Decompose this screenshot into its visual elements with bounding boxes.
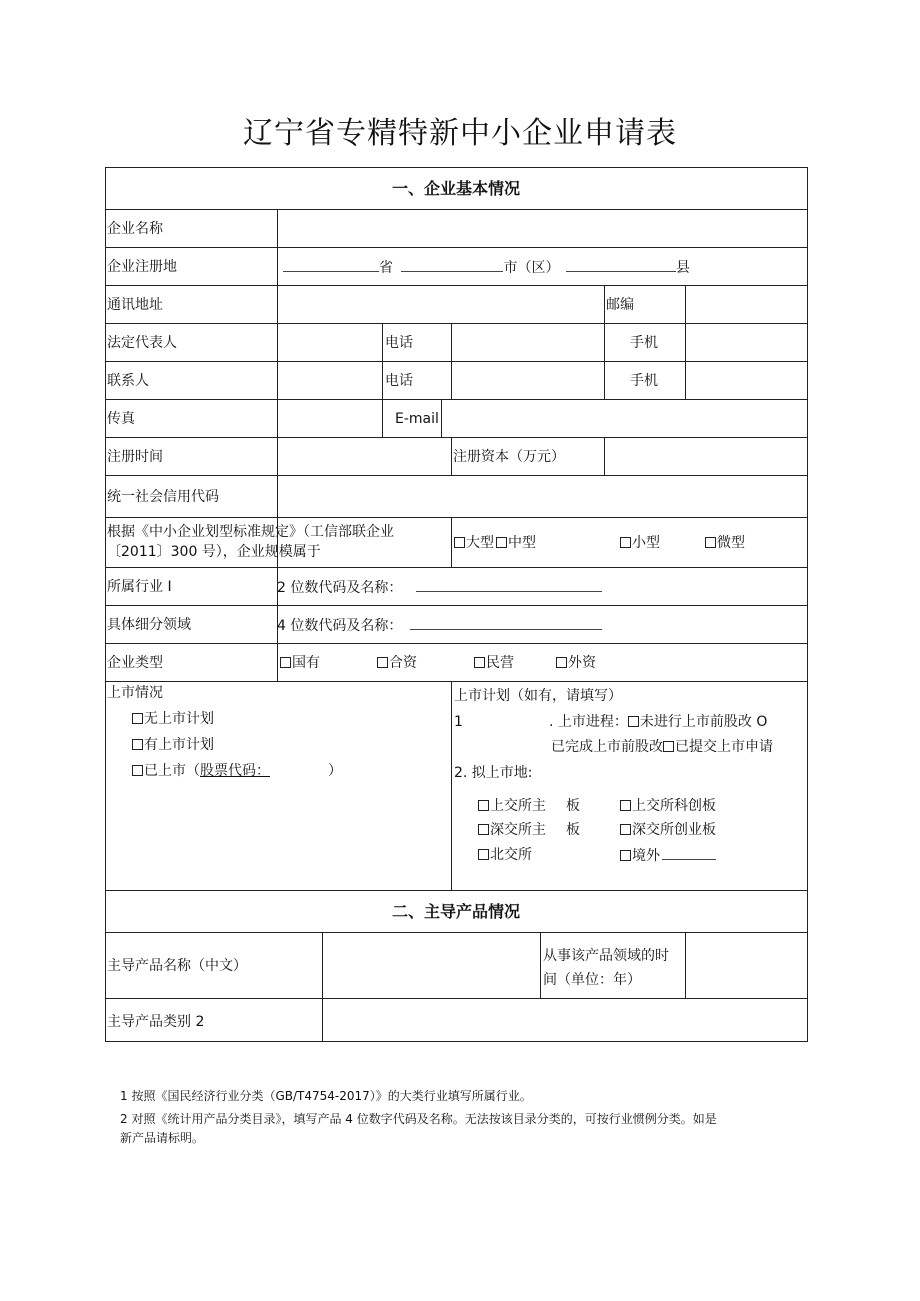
legal-rep-field[interactable] [280, 325, 380, 360]
stock-code-label: 股票代码： [200, 763, 270, 779]
exchange-sse-main[interactable]: 上交所主 板 [478, 796, 580, 816]
label-contact-mobile: 手机 [630, 373, 658, 389]
label-legal-rep-mobile: 手机 [630, 335, 658, 351]
footnote-2: 2 对照《统计用产品分类目录》，填写产品 4 位数字代码及名称。无法按该目录分类的，可按行业惯例分类。如是 [120, 1112, 717, 1126]
table-line [105, 475, 808, 476]
table-line [105, 567, 808, 568]
checkbox-icon[interactable] [478, 849, 489, 860]
listing-plan-option[interactable]: 有上市计划 [132, 735, 214, 755]
product-name-field[interactable] [325, 934, 538, 996]
label-scale [107, 522, 447, 562]
label-product-category: 主导产品类别 2 [107, 1014, 205, 1030]
legal-rep-mobile-field[interactable] [688, 325, 806, 360]
plan-item-1-cont: 已完成上市前股改 已提交上市申请 [551, 739, 773, 755]
label-scale-line1: 根据《中小企业划型标准规定》（工信部联企业 [107, 524, 394, 540]
postcode-field[interactable] [688, 287, 806, 322]
label-years: 从事该产品领域的时 间（单位：年） [543, 948, 669, 988]
label-email: E-mail [395, 411, 439, 427]
plan-item-2: 2. 拟上市地: [454, 765, 533, 781]
contact-field[interactable] [280, 363, 380, 398]
checkbox-icon[interactable] [377, 657, 388, 668]
table-line [105, 890, 808, 891]
registered-place-field[interactable] [283, 257, 803, 278]
checkbox-icon[interactable] [132, 765, 143, 776]
table-line [807, 167, 808, 1042]
table-line [604, 285, 605, 399]
exchange-star[interactable]: 上交所科创板 [620, 796, 716, 816]
table-line [604, 437, 605, 475]
city-label: 市（区） [503, 260, 560, 276]
label-reg-time: 注册时间 [107, 449, 163, 465]
type-private-option[interactable]: 民营 [474, 653, 514, 673]
scale-large-option[interactable]: 大型 中型 [454, 533, 536, 553]
page-title: 辽宁省专精特新中小企业申请表 [243, 116, 677, 151]
checkbox-icon[interactable] [132, 739, 143, 750]
table-line [451, 437, 452, 475]
table-line [105, 517, 808, 518]
checkbox-icon[interactable] [280, 657, 291, 668]
table-line [105, 323, 808, 324]
province-blank[interactable] [283, 257, 379, 272]
table-line [540, 932, 541, 998]
checkbox-icon[interactable] [478, 800, 489, 811]
exchange-szse-main[interactable]: 深交所主 板 [478, 820, 580, 840]
table-line [105, 681, 808, 682]
industry-code-blank[interactable] [416, 577, 602, 592]
label-contact-phone: 电话 [385, 373, 413, 389]
table-line [451, 517, 452, 567]
label-scale-line2: 〔2011〕300 号），企业规模属于 [107, 544, 321, 560]
years-field[interactable] [688, 934, 806, 996]
subfield-code-blank[interactable] [410, 615, 602, 630]
type-state-option[interactable]: 国有 [280, 653, 320, 673]
table-line [105, 285, 808, 286]
type-foreign-option[interactable]: 外资 [556, 653, 596, 673]
label-product-name: 主导产品名称（中文） [107, 958, 247, 974]
table-line [105, 643, 808, 644]
label-registered-place: 企业注册地 [107, 259, 177, 275]
label-reg-capital: 注册资本（万元） [453, 449, 565, 465]
checkbox-icon[interactable] [474, 657, 485, 668]
table-line [105, 998, 808, 999]
exchange-overseas[interactable]: 境外 [620, 845, 716, 866]
fax-field[interactable] [280, 401, 380, 436]
checkbox-icon[interactable] [705, 537, 716, 548]
county-blank[interactable] [566, 257, 676, 272]
table-line [105, 167, 808, 168]
address-field[interactable] [280, 287, 602, 322]
footnote-3: 新产品请标明。 [120, 1131, 205, 1145]
type-joint-option[interactable]: 合资 [377, 653, 417, 673]
checkbox-icon[interactable] [132, 713, 143, 724]
label-company-name: 企业名称 [107, 221, 163, 237]
table-line [105, 399, 808, 400]
label-listing: 上市情况 [107, 685, 163, 701]
exchange-bse[interactable]: 北交所 [478, 845, 532, 865]
reg-time-field[interactable] [280, 439, 449, 474]
table-line [105, 361, 808, 362]
scale-small-option[interactable]: 小型 [620, 533, 660, 553]
product-category-field[interactable] [325, 1000, 806, 1040]
contact-mobile-field[interactable] [688, 363, 806, 398]
email-field[interactable] [444, 401, 806, 436]
overseas-blank[interactable] [662, 845, 716, 860]
label-subfield: 具体细分领域 [107, 617, 191, 633]
plan-item-1-num: 1 [454, 714, 463, 730]
contact-phone-field[interactable] [454, 363, 602, 398]
table-line [105, 247, 808, 248]
subfield-code-label: 4 位数代码及名称： [277, 615, 602, 636]
table-line [277, 209, 278, 681]
county-label: 县 [675, 260, 690, 276]
checkbox-icon[interactable] [496, 537, 507, 548]
section-basic-info: 一、企业基本情况 [391, 179, 520, 198]
checkbox-icon[interactable] [620, 850, 631, 861]
label-legal-rep: 法定代表人 [107, 335, 177, 351]
label-industry: 所属行业 I [107, 579, 172, 595]
label-listing-plan: 上市计划（如有，请填写） [454, 688, 622, 704]
listing-listed-option[interactable]: 已上市（股票代码： ） [132, 761, 342, 781]
checkbox-icon[interactable] [663, 741, 674, 752]
table-line [105, 605, 808, 606]
checkbox-icon[interactable] [620, 824, 631, 835]
checkbox-icon[interactable] [454, 537, 465, 548]
table-line [451, 681, 452, 890]
checkbox-icon[interactable] [478, 824, 489, 835]
exchange-chinext[interactable]: 深交所创业板 [620, 820, 716, 840]
table-line [685, 932, 686, 998]
label-postcode: 邮编 [606, 297, 634, 313]
industry-code-label: 2 位数代码及名称： [277, 577, 602, 598]
checkbox-icon[interactable] [556, 657, 567, 668]
checkbox-icon[interactable] [620, 800, 631, 811]
table-line [105, 1041, 808, 1042]
table-line [105, 932, 808, 933]
checkbox-icon[interactable] [620, 537, 631, 548]
company-name-field[interactable] [280, 211, 806, 246]
table-line [105, 209, 808, 210]
plan-item-1: . 上市进程： 未进行上市前股改 O [549, 714, 768, 730]
label-legal-rep-phone: 电话 [385, 335, 413, 351]
label-fax: 传真 [107, 411, 135, 427]
label-credit-code: 统一社会信用代码 [107, 489, 219, 505]
table-line [322, 932, 323, 1041]
table-line [382, 323, 383, 437]
table-line [105, 437, 808, 438]
reg-capital-field[interactable] [607, 439, 806, 474]
province-label: 省 [379, 260, 393, 276]
scale-micro-option[interactable]: 微型 [705, 533, 745, 553]
label-address: 通讯地址 [107, 297, 163, 313]
table-line [441, 399, 442, 437]
table-line [685, 285, 686, 399]
listing-none-option[interactable]: 无上市计划 [132, 709, 214, 729]
table-line [451, 323, 452, 399]
section-products: 二、主导产品情况 [391, 902, 520, 921]
footnote-1: 1 按照《国民经济行业分类（GB/T4754-2017）》的大类行业填写所属行业。 [120, 1089, 532, 1103]
label-contact: 联系人 [107, 373, 149, 389]
checkbox-icon[interactable] [628, 716, 639, 727]
label-company-type: 企业类型 [107, 655, 163, 671]
city-blank[interactable] [401, 257, 503, 272]
credit-code-field[interactable] [280, 477, 806, 516]
legal-rep-phone-field[interactable] [454, 325, 602, 360]
